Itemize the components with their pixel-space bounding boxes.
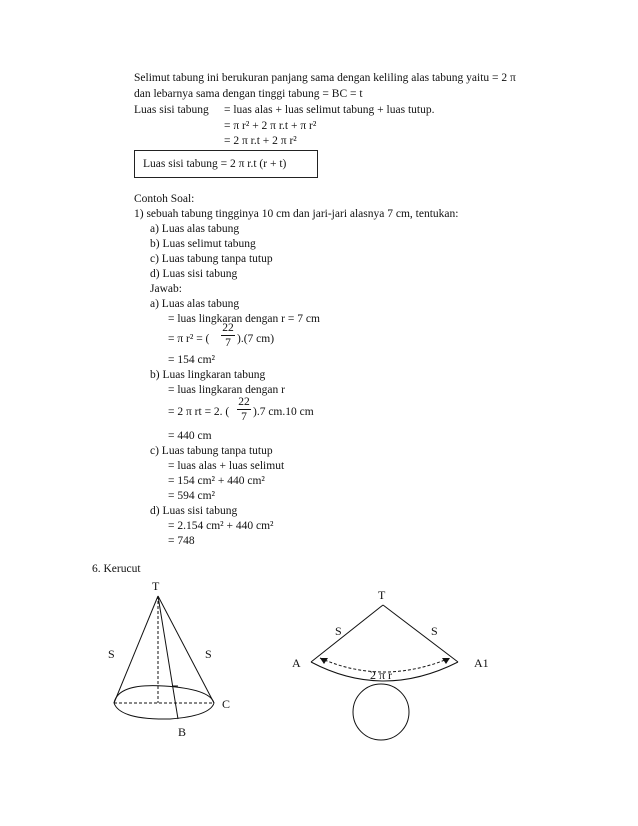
answer-line: ).(7 cm)	[237, 333, 275, 345]
answer-line: = 440 cm	[168, 430, 212, 442]
label-C: C	[222, 697, 231, 711]
text-line: Selimut tabung ini berukuran panjang sama dengan keliling alas tabung yaitu = 2 π	[134, 72, 516, 84]
question-item: d) Luas sisi tabung	[150, 268, 238, 280]
answer-line: = 154 cm²	[168, 354, 215, 366]
text-line: Luas sisi tabung	[134, 104, 209, 116]
answer-line: = 2 π rt = 2. (	[168, 406, 230, 418]
label-S: S	[205, 647, 212, 661]
label-T: T	[152, 579, 160, 593]
answer-item: a) Luas alas tabung	[150, 298, 240, 310]
answer-item: c) Luas tabung tanpa tutup	[150, 445, 273, 457]
answer-line: = π r² = (	[168, 333, 210, 345]
fraction-denominator: 7	[241, 411, 247, 423]
answer-line: = 2.154 cm² + 440 cm²	[168, 520, 274, 532]
section-title: 6. Kerucut	[92, 563, 141, 575]
cone-base-front	[114, 703, 214, 719]
question-item: c) Luas tabung tanpa tutup	[150, 253, 273, 265]
example-title: Contoh Soal:	[134, 193, 195, 205]
question-item: a) Luas alas tabung	[150, 223, 240, 235]
question-item: b) Luas selimut tabung	[150, 238, 256, 250]
label-T: T	[378, 588, 386, 602]
label-S: S	[431, 624, 438, 638]
answer-item: d) Luas sisi tabung	[150, 505, 238, 517]
label-S: S	[335, 624, 342, 638]
net-edge	[311, 605, 383, 662]
formula-line: = 2 π r.t + 2 π r²	[224, 135, 297, 147]
fraction-denominator: 7	[225, 337, 231, 349]
label-B: B	[178, 725, 187, 739]
question: 1) sebuah tabung tingginya 10 cm dan jari-jari alasnya 7 cm, tentukan:	[134, 208, 459, 220]
answer-line: = luas lingkaran dengan r = 7 cm	[168, 313, 320, 325]
fraction-numerator: 22	[238, 396, 250, 408]
text-line: = luas alas + luas selimut tabung + luas tutup.	[224, 104, 435, 116]
answer-line: ).7 cm.10 cm	[253, 406, 314, 418]
formula-box-text: Luas sisi tabung = 2 π r.t (r + t)	[143, 158, 287, 170]
answer-item: b) Luas lingkaran tabung	[150, 369, 266, 381]
formula-line: = π r² + 2 π r.t + π r²	[224, 120, 317, 132]
answer-label: Jawab:	[150, 283, 182, 295]
label-A: A	[292, 656, 301, 670]
label-A1: A1	[474, 656, 489, 670]
cone-diagram	[108, 579, 230, 739]
net-edge	[383, 605, 458, 662]
answer-line: = luas alas + luas selimut	[168, 460, 285, 472]
text-line: dan lebarnya sama dengan tinggi tabung = BC = t	[134, 88, 363, 100]
cone-net-diagram	[292, 588, 489, 740]
fraction-numerator: 22	[222, 322, 234, 334]
answer-line: = 154 cm² + 440 cm²	[168, 475, 265, 487]
label-S: S	[108, 647, 115, 661]
cone-base-back	[114, 686, 214, 703]
answer-line: = 594 cm²	[168, 490, 215, 502]
net-base-circle	[353, 684, 409, 740]
label-arc: 2 π r	[370, 668, 393, 682]
answer-line: = luas lingkaran dengan r	[168, 384, 285, 396]
answer-line: = 748	[168, 535, 195, 547]
